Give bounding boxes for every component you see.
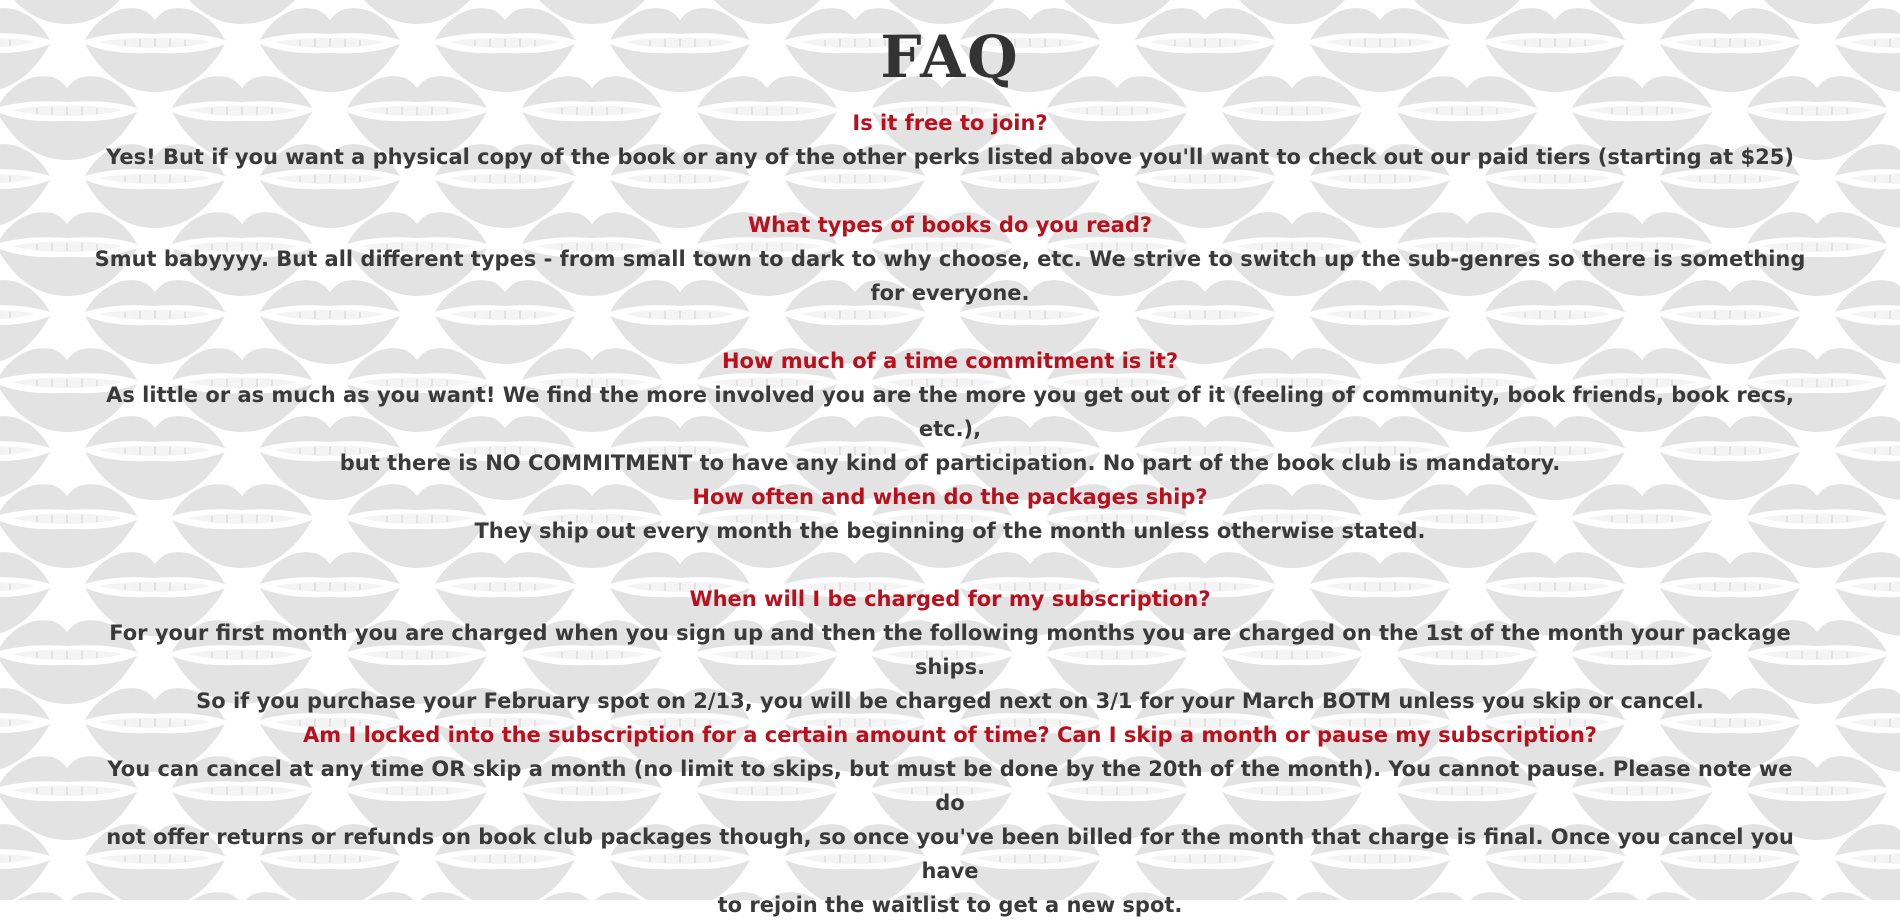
faq-question: Am I locked into the subscription for a certain amount of time? Can I skip a month or pause my subscription? [303,723,1597,747]
faq-answer: They ship out every month the beginning of the month unless otherwise stated. [474,519,1426,543]
faq-answer: Smut babyyyy. But all different types - from small town to dark to why choose, etc. We strive to switch up the sub-genres so there is something for everyone. [94,247,1806,305]
faq-answer: You can cancel at any time OR skip a month (no limit to skips, but must be done by the 20th of the month). You cannot pause. Please note we do not offer returns or refunds on book club packages though, so once you've been billed for the month that charge is final. Once you cancel you have to rejoin the waitlist to get a new spot. [106,757,1794,917]
faq-item [0,344,1900,480]
faq-item [0,208,1900,310]
faq-item [0,480,1900,548]
faq-question: How often and when do the packages ship? [692,485,1208,509]
page-title: FAQ [880,23,1020,91]
faq-answer: For your first month you are charged when you sign up and then the following months you are charged on the 1st of the month your package ships. So if you purchase your February spot on 2/13, you will be charged next on 3/1 for your March BOTM unless you skip or cancel. [109,621,1791,713]
faq-answer: Yes! But if you want a physical copy of the book or any of the other perks listed above you'll want to check out our paid tiers (starting at $25) [106,145,1794,169]
faq-item [0,718,1900,922]
faq-question: How much of a time commitment is it? [721,349,1178,373]
faq-answer: As little or as much as you want! We find the more involved you are the more you get out of it (feeling of community, book friends, book recs, etc.), but there is NO COMMITMENT to have any kind of participation. No part of the book club is mandatory. [106,383,1794,475]
faq-question: What types of books do you read? [747,213,1153,237]
faq-question: When will I be charged for my subscription? [689,587,1211,611]
faq-item [0,106,1900,174]
faq-item [0,582,1900,718]
faq-question: Is it free to join? [852,111,1048,135]
